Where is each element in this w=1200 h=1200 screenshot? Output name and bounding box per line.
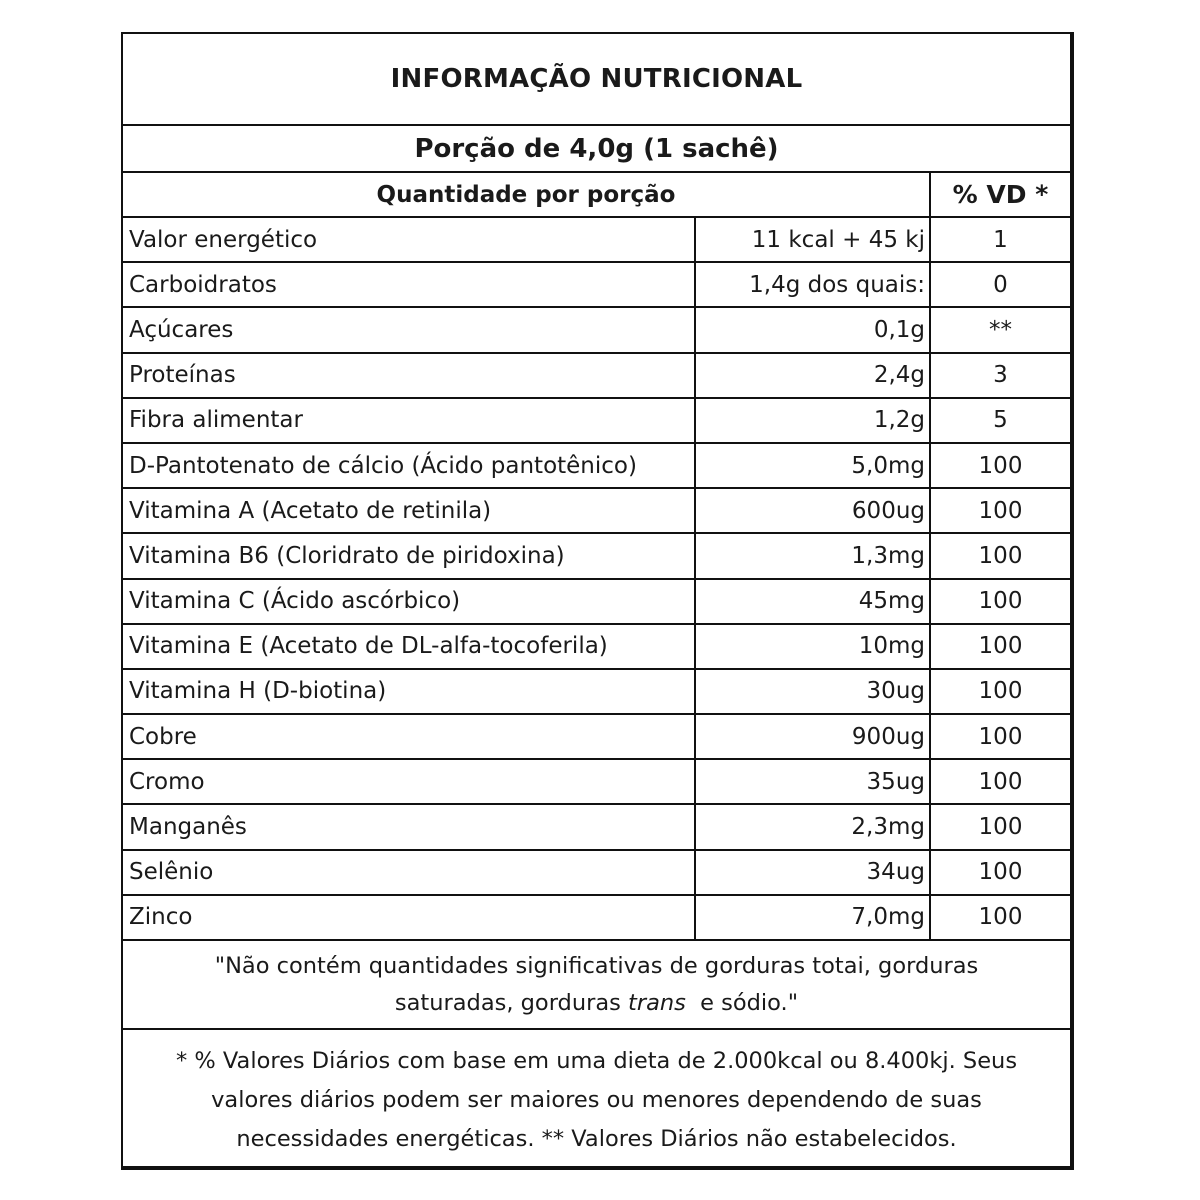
table-row — [123, 760, 1070, 805]
nutrient-name: Cromo — [123, 760, 696, 803]
nutrient-name: Carboidratos — [123, 263, 696, 306]
table-row — [123, 308, 1070, 353]
table-row — [123, 399, 1070, 444]
nutrient-amount: 45mg — [696, 580, 931, 623]
table-row — [123, 263, 1070, 308]
nutrient-vd: ** — [989, 316, 1012, 343]
nutrient-name: Vitamina B6 (Cloridrato de piridoxina) — [123, 534, 696, 577]
nutrient-vd: 5 — [993, 407, 1008, 434]
table-row — [123, 896, 1070, 941]
nutrient-amount: 600ug — [696, 489, 931, 532]
nutrient-amount: 34ug — [696, 851, 931, 894]
nutrient-name: Zinco — [123, 896, 696, 939]
nutrient-vd: 100 — [978, 542, 1023, 569]
daily-values-line-2: valores diários podem ser maiores ou menores dependendo de suas — [211, 1087, 982, 1113]
nutrient-vd: 0 — [993, 271, 1008, 298]
table-row — [123, 354, 1070, 399]
footnote-line-2-suffix: e sódio." — [685, 989, 799, 1016]
column-header-row — [123, 173, 1070, 218]
nutrient-vd: 100 — [978, 588, 1023, 615]
nutrient-vd: 100 — [978, 497, 1023, 524]
footnote-line-2 — [395, 985, 798, 1022]
table-row — [123, 805, 1070, 850]
nutrient-vd: 100 — [978, 768, 1023, 795]
portion-size: Porção de 4,0g (1 sachê) — [123, 126, 1070, 173]
nutrient-amount: 1,4g dos quais: — [696, 263, 931, 306]
quantity-header: Quantidade por porção — [123, 173, 931, 216]
nutrient-name: Fibra alimentar — [123, 399, 696, 442]
nutrient-vd: 100 — [978, 723, 1023, 750]
footnote-line-1: "Não contém quantidades significativas de gorduras totai, gorduras — [214, 952, 979, 979]
nutrient-vd: 100 — [978, 904, 1023, 931]
table-row — [123, 218, 1070, 263]
nutrient-name: Vitamina E (Acetato de DL-alfa-tocoferila) — [123, 625, 696, 668]
nutrient-amount: 11 kcal + 45 kj — [696, 218, 931, 261]
table-row — [123, 625, 1070, 670]
nutrient-vd: 100 — [978, 859, 1023, 886]
footnote-line-2-prefix: saturadas, gorduras — [394, 989, 629, 1016]
vd-header: % VD * — [952, 180, 1049, 209]
table-row — [123, 715, 1070, 760]
nutrient-name: Manganês — [123, 805, 696, 848]
footnote-daily-values — [123, 1030, 1070, 1159]
nutrient-name: Valor energético — [123, 218, 696, 261]
nutrient-amount: 10mg — [696, 625, 931, 668]
nutrient-amount: 30ug — [696, 670, 931, 713]
table-row — [123, 534, 1070, 579]
table-title: INFORMAÇÃO NUTRICIONAL — [123, 34, 1070, 126]
table-row — [123, 670, 1070, 715]
nutrient-name: Vitamina H (D-biotina) — [123, 670, 696, 713]
table-row — [123, 580, 1070, 625]
nutrient-vd: 3 — [993, 362, 1008, 389]
nutrient-amount: 2,4g — [696, 354, 931, 397]
table-row — [123, 444, 1070, 489]
footnote-trans-word: trans — [628, 989, 686, 1016]
nutrient-rows — [123, 218, 1070, 941]
nutrient-name: Açúcares — [123, 308, 696, 351]
nutrient-amount: 1,2g — [696, 399, 931, 442]
table-row — [123, 489, 1070, 534]
nutrient-vd: 100 — [978, 814, 1023, 841]
nutrient-vd: 100 — [978, 633, 1023, 660]
nutrient-name: Cobre — [123, 715, 696, 758]
nutrient-amount: 7,0mg — [696, 896, 931, 939]
nutrient-name: Selênio — [123, 851, 696, 894]
nutrient-vd: 100 — [978, 678, 1023, 705]
nutrient-vd: 100 — [978, 452, 1023, 479]
daily-values-line-1: * % Valores Diários com base em uma dieta de 2.000kcal ou 8.400kj. Seus — [175, 1048, 1018, 1074]
nutrient-name: Vitamina C (Ácido ascórbico) — [123, 580, 696, 623]
nutrient-amount: 5,0mg — [696, 444, 931, 487]
nutrient-name: Vitamina A (Acetato de retinila) — [123, 489, 696, 532]
nutrient-vd: 1 — [993, 226, 1008, 253]
nutrient-amount: 2,3mg — [696, 805, 931, 848]
table-row — [123, 851, 1070, 896]
nutrient-amount: 0,1g — [696, 308, 931, 351]
nutrition-facts-table — [121, 32, 1074, 1170]
nutrient-amount: 35ug — [696, 760, 931, 803]
footnote-not-significant — [123, 941, 1070, 1030]
nutrient-name: D-Pantotenato de cálcio (Ácido pantotênico) — [123, 444, 696, 487]
nutrient-name: Proteínas — [123, 354, 696, 397]
nutrient-amount: 900ug — [696, 715, 931, 758]
daily-values-line-3: necessidades energéticas. ** Valores Diários não estabelecidos. — [236, 1126, 957, 1152]
nutrient-amount: 1,3mg — [696, 534, 931, 577]
